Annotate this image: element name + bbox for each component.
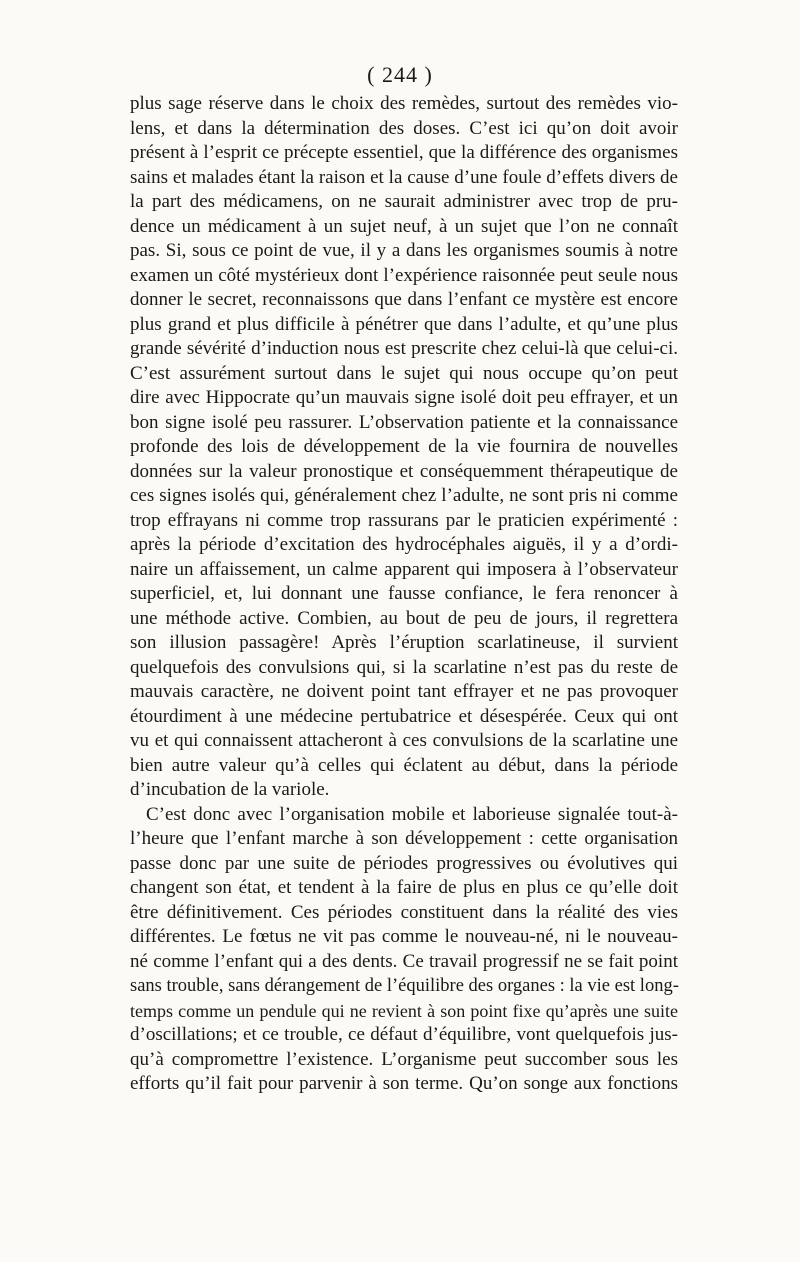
text-line: C’est donc avec l’organisation mobile et laborieuse signalée tout-à- <box>146 803 678 825</box>
text-line: superficiel, et, lui donnant une fausse confiance, le fera renoncer à <box>130 583 678 604</box>
text-line: ces signes isolés qui, généralement chez l’adulte, ne sont pris ni comme <box>130 485 678 506</box>
text-line: être définitivement. Ces périodes constituent dans la réalité des vies <box>130 901 678 923</box>
page-number: ( 244 ) <box>367 62 433 87</box>
text-line: naire un affaissement, un calme apparent qui imposera à l’observateur <box>130 558 678 580</box>
text-line: données sur la valeur pronostique et conséquemment thérapeutique de <box>130 460 678 482</box>
text-line: présent à l’esprit ce précepte essentiel, que la différence des organismes <box>130 142 678 163</box>
text-line: profonde des lois de développement de la vie fournira de nouvelles <box>130 436 678 457</box>
text-line: dire avec Hippocrate qu’un mauvais signe isolé doit peu effrayer, et un <box>130 387 678 408</box>
text-line: différentes. Le fœtus ne vit pas comme le nouveau-né, ni le nouveau- <box>130 926 678 947</box>
text-line: d’incubation de la variole. <box>130 779 330 800</box>
text-line: d’oscillations; et ce trouble, ce défaut d’équilibre, vont quelquefois jus- <box>130 1024 678 1045</box>
text-line: dence un médicament à un sujet neuf, à un sujet que l’on ne connaît <box>130 215 678 237</box>
text-line: pas. Si, sous ce point de vue, il y a dans les organismes soumis à notre <box>130 240 678 261</box>
text-line: lens, et dans la détermination des doses. C’est ici qu’on doit avoir <box>130 117 678 139</box>
text-line: changent son état, et tendent à la faire de plus en plus ce qu’elle doit <box>130 877 678 898</box>
text-line: C’est assurément surtout dans le sujet qui nous occupe qu’on peut <box>130 362 678 384</box>
text-line: passe donc par une suite de périodes progressives ou évolutives qui <box>130 852 678 874</box>
text-line: étourdiment à une médecine pertubatrice et désespérée. Ceux qui ont <box>130 705 678 727</box>
text-line: quelquefois des convulsions qui, si la scarlatine n’est pas du reste de <box>130 656 678 678</box>
text-line: qu’à compromettre l’existence. L’organisme peut succomber sous les <box>130 1048 678 1070</box>
text-line: grande sévérité d’induction nous est prescrite chez celui-là que celui-ci. <box>130 338 678 359</box>
text-line: né comme l’enfant qui a des dents. Ce travail progressif ne se fait point <box>130 950 678 972</box>
text-line: examen un côté mystérieux dont l’expérience raisonnée peut seule nous <box>130 264 678 286</box>
text-line: plus grand et plus difficile à pénétrer que dans l’adulte, et qu’une plus <box>130 313 678 335</box>
paragraph <box>130 803 678 1097</box>
text-line: la part des médicamens, on ne saurait administrer avec trop de pru- <box>130 191 678 212</box>
text-line: mauvais caractère, ne doivent point tant effrayer et ne pas provoquer <box>130 681 678 702</box>
text-line: une méthode active. Combien, au bout de peu de jours, il regrettera <box>130 607 678 629</box>
text-line: sans trouble, sans dérangement de l’équilibre des organes : la vie est long- <box>130 976 679 996</box>
paragraph <box>130 92 678 803</box>
text-line: sains et malades étant la raison et la cause d’une foule d’effets divers de <box>130 166 678 188</box>
text-line: trop effrayans ni comme trop rassurans par le praticien expérimenté : <box>130 509 678 531</box>
text-line: après la période d’excitation des hydrocéphales aiguës, il y a d’ordi- <box>130 534 678 555</box>
text-line: vu et qui connaissent attacheront à ces convulsions de la scarlatine une <box>130 730 678 751</box>
text-line: donner le secret, reconnaissons que dans l’enfant ce mystère est encore <box>130 289 678 310</box>
text-line: plus sage réserve dans le choix des remèdes, surtout des remèdes vio- <box>130 93 678 114</box>
text-line: l’heure que l’enfant marche à son développement : cette organisation <box>130 828 678 849</box>
body-text <box>130 92 678 1097</box>
text-line: efforts qu’il fait pour parvenir à son terme. Qu’on songe aux fonctions <box>130 1073 678 1094</box>
text-line: son illusion passagère! Après l’éruption scarlatineuse, il survient <box>130 632 678 653</box>
text-line: bien autre valeur qu’à celles qui éclatent au début, dans la période <box>130 754 678 776</box>
text-line: temps comme un pendule qui ne revient à son point fixe qu’après une suite <box>130 1000 678 1021</box>
text-line: bon signe isolé peu rassurer. L’observation patiente et la connaissance <box>130 411 678 433</box>
